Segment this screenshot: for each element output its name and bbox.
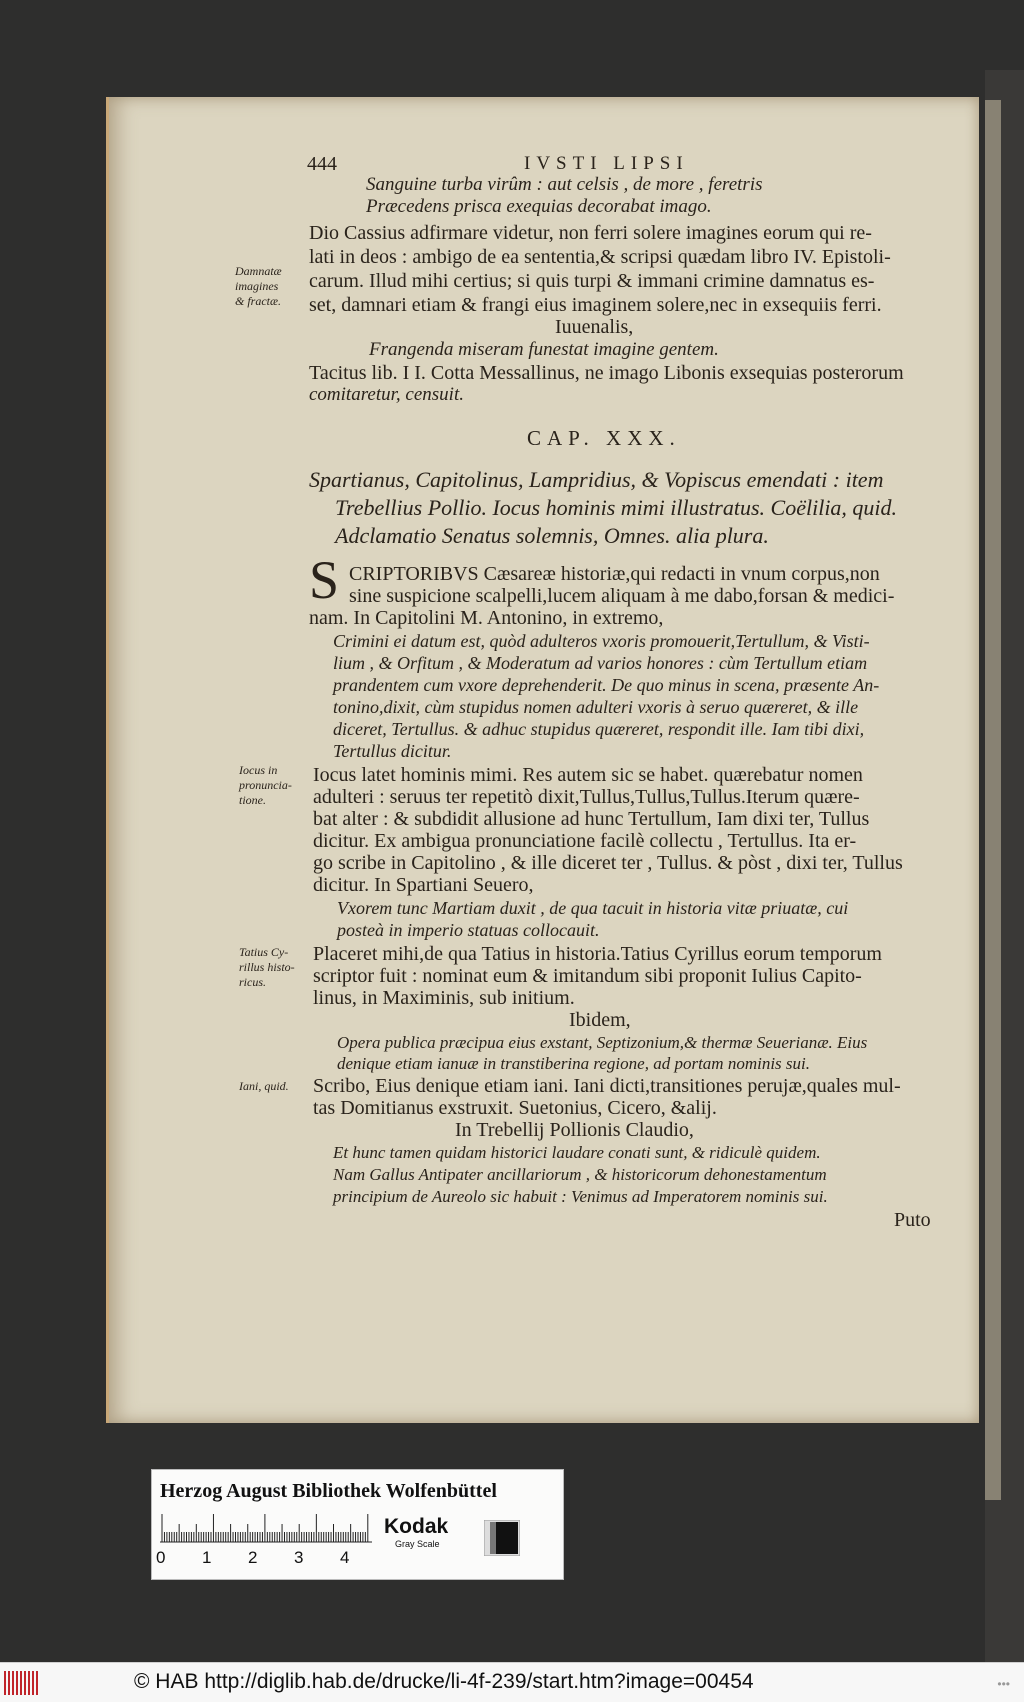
marginal-note: Iocus in <box>239 763 278 777</box>
chapter-title: CAP. XXX. <box>527 426 681 450</box>
marginal-note: & fractæ. <box>235 294 282 308</box>
quote-line: posteà in imperio statuas collocauit. <box>337 920 600 940</box>
text-line: scriptor fuit : nominat eum & imitandum sibi proponit Iulius Capito- <box>313 965 862 987</box>
text-line: dicitur. In Spartiani Seuero, <box>313 874 534 896</box>
marginal-note: Tatius Cy- <box>239 945 289 959</box>
marginal-note: rillus histo- <box>239 960 295 974</box>
scale-ruler <box>160 1512 372 1546</box>
facing-page-edge <box>985 70 1024 1662</box>
verse-line: Frangenda miseram funestat imagine gentem. <box>369 339 719 360</box>
scale-number: 3 <box>294 1548 304 1567</box>
library-name: Herzog August Bibliothek Wolfenbüttel <box>160 1480 497 1502</box>
text-line: lati in deos : ambigo de ea sententia,& scripsi quædam libro IV. Epistoli- <box>309 246 891 268</box>
verse-line: Præcedens prisca exequias decorabat imago. <box>366 196 712 217</box>
text-line: Scribo, Eius denique etiam iani. Iani dicti,transitiones perujæ,quales mul- <box>313 1075 901 1097</box>
viewer-footer <box>0 1662 1024 1702</box>
quote-line: prandentem cum vxore deprehenderit. De quo minus in scena, præsente An- <box>333 675 880 695</box>
scale-number: 4 <box>340 1548 350 1567</box>
quote-line: Et hunc tamen quidam historici laudare conati sunt, & ridiculè quidem. <box>333 1143 821 1162</box>
text-line: CRIPTORIBVS Cæsareæ historiæ,qui redacti in vnum corpus,non <box>349 563 880 585</box>
scale-number: 0 <box>156 1548 166 1567</box>
text-line: sine suspicione scalpelli,lucem aliquam à me dabo,forsan & medici- <box>349 585 895 607</box>
verse-line: Sanguine turba virûm : aut celsis , de more , feretris <box>366 174 763 195</box>
quote-line: diceret, Tertullus. & adhuc stupidus quæreret, respondit ille. Iam tibi dixi, <box>333 719 865 739</box>
quote-line: lium , & Orfitum , & Moderatum ad varios honores : cùm Tertullum etiam <box>333 653 868 673</box>
marginal-note: Iani, quid. <box>239 1079 289 1093</box>
text-line: carum. Illud mihi certius; si quis turpi & immani crimine damnatus es- <box>309 270 875 292</box>
hab-logo-icon <box>4 1671 46 1695</box>
marginal-note: imagines <box>235 279 279 293</box>
chapter-summary: Spartianus, Capitolinus, Lampridius, & Vopiscus emendati : item <box>309 467 884 492</box>
quote-line: Vxorem tunc Martiam duxit , de qua tacuit in historia vitæ priuatæ, cui <box>337 898 849 918</box>
quote-line: tonino,dixit, cùm stupidus nomen adulteri vxoris à seruo quæreret, & ille <box>333 697 859 717</box>
text-line: linus, in Maximinis, sub initium. <box>313 987 575 1009</box>
gray-patch-icon <box>484 1520 520 1556</box>
marginal-note: tione. <box>239 793 266 807</box>
marginal-note: Damnatæ <box>235 264 282 278</box>
page-text <box>109 97 979 1423</box>
text-line: bat alter : & subdidit allusione ad hunc Tertullum, Iam dixi ter, Tullus <box>313 808 870 830</box>
scale-number: 1 <box>202 1548 212 1567</box>
quote-line: Crimini ei datum est, quòd adulteros vxoris promouerit,Tertullum, & Visti- <box>333 631 870 651</box>
text-line: Placeret mihi,de qua Tatius in historia.Tatius Cyrillus eorum temporum <box>313 943 882 965</box>
kodak-brand: Kodak <box>384 1515 449 1538</box>
text-line: Dio Cassius adfirmare videtur, non ferri solere imagines eorum qui re- <box>309 222 872 244</box>
text-line: Iuuenalis, <box>555 316 634 338</box>
running-head: IVSTI LIPSI <box>524 153 689 174</box>
text-line: Iocus latet hominis mimi. Res autem sic se habet. quærebatur nomen <box>313 764 863 786</box>
marginal-note: pronuncia- <box>239 778 292 792</box>
text-line: tas Domitianus exstruxit. Suetonius, Cicero, &alij. <box>313 1097 717 1119</box>
quote-line: Nam Gallus Antipater ancillariorum , & historicorum dehonestamentum <box>333 1165 827 1184</box>
color-target-card <box>151 1469 564 1580</box>
page-number: 444 <box>307 153 337 175</box>
catchword: Puto <box>894 1209 931 1231</box>
text-line: set, damnari etiam & frangi eius imaginem solere,nec in exsequiis ferri. <box>309 294 882 316</box>
quote-line: denique etiam ianuæ in transtiberina regione, ad portam nominis sui. <box>337 1054 810 1073</box>
book-page <box>106 97 979 1423</box>
text-line: Tacitus lib. I I. Cotta Messallinus, ne imago Libonis exsequias posterorum <box>309 362 904 384</box>
text-line: In Trebellij Pollionis Claudio, <box>455 1119 694 1141</box>
quote-line: principium de Aureolo sic habuit : Venimus ad Imperatorem nominis sui. <box>333 1187 828 1206</box>
facing-page-sliver <box>985 100 1001 1500</box>
quote-line: Opera publica præcipua eius exstant, Septizonium,& thermæ Seuerianæ. Eius <box>337 1033 868 1052</box>
footer-more-icon[interactable]: ••• <box>997 1677 1010 1691</box>
chapter-summary: Trebellius Pollio. Iocus hominis mimi illustratus. Coëlilia, quid. <box>335 495 898 520</box>
marginal-note: ricus. <box>239 975 266 989</box>
quote-line: Tertullus dicitur. <box>333 741 452 761</box>
text-line: nam. In Capitolini M. Antonino, in extremo, <box>309 607 664 629</box>
text-line: adulteri : seruus ter repetitò dixit,Tullus,Tullus,Tullus.Iterum quære- <box>313 786 860 808</box>
text-line: Ibidem, <box>569 1009 631 1031</box>
scale-number: 2 <box>248 1548 258 1567</box>
footer-source-link[interactable]: © HAB http://diglib.hab.de/drucke/li-4f-239/start.htm?image=00454 <box>134 1670 754 1693</box>
text-line: dicitur. Ex ambigua pronunciatione facilè collectu , Tertullus. Ita er- <box>313 830 857 852</box>
text-line: comitaretur, censuit. <box>309 384 464 405</box>
text-line: go scribe in Capitolino , & ille diceret ter , Tullus. & pòst , dixi ter, Tullus <box>313 852 903 874</box>
gray-scale-label: Gray Scale <box>395 1539 440 1549</box>
drop-cap: S <box>309 550 340 610</box>
chapter-summary: Adclamatio Senatus solemnis, Omnes. alia plura. <box>335 523 769 548</box>
